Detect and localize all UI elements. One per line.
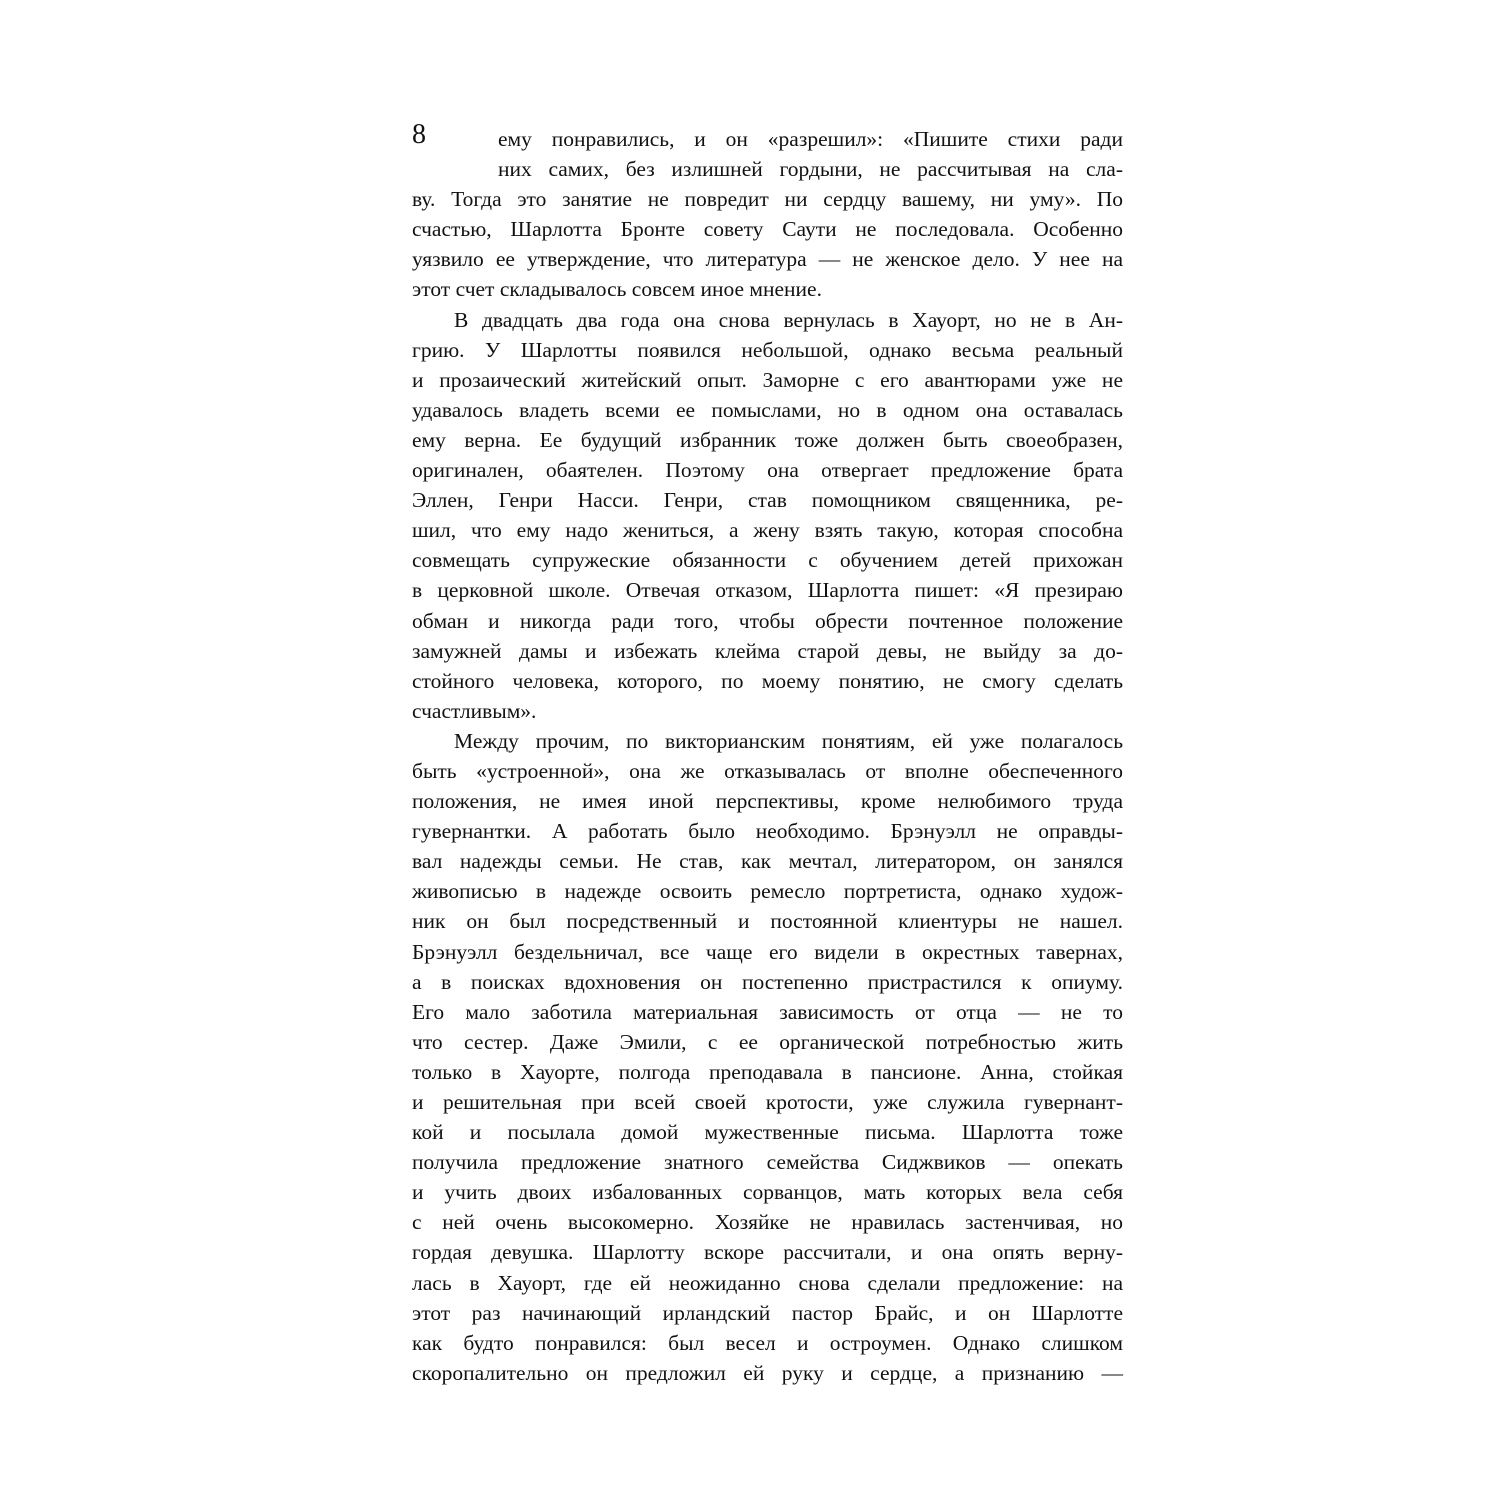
text-line: ему понравились, и он «разрешил»: «Пишите стихи ради	[498, 127, 1123, 151]
text-line: счастью, Шарлотта Бронте совету Саути не последовала. Особенно	[412, 217, 1123, 242]
text-line: в церковной школе. Отвечая отказом, Шарлотта пишет: «Я презираю	[412, 578, 1123, 603]
text-line: грию. У Шарлотты появился небольшой, однако весьма реальный	[412, 337, 1123, 362]
text-line: ему верна. Ее будущий избранник тоже должен быть своеобразен,	[412, 427, 1123, 452]
text-line: и прозаический житейский опыт. Заморне с его авантюрами уже не	[412, 367, 1123, 392]
text-line: В двадцать два года она снова вернулась в Хауорт, но не в Ан-	[454, 307, 1123, 332]
text-line: и учить двоих избалованных сорванцов, мать которых вела себя	[412, 1180, 1123, 1205]
text-line: стойного человека, которого, по моему понятию, не смогу сделать	[412, 668, 1123, 693]
text-line: обман и никогда ради того, чтобы обрести почтенное положение	[412, 608, 1123, 633]
paragraph	[412, 305, 1123, 726]
text-line: вал надежды семьи. Не став, как мечтал, литератором, он занялся	[412, 849, 1123, 874]
text-line: Брэнуэлл бездельничал, все чаще его видели в окрестных тавернах,	[412, 939, 1123, 964]
text-line: скоропалительно он предложил ей руку и сердце, а признанию —	[412, 1360, 1123, 1385]
body-text	[412, 124, 1123, 1388]
text-line: как будто понравился: был весел и остроумен. Однако слишком	[412, 1330, 1123, 1355]
text-line: положения, не имея иной перспективы, кроме нелюбимого труда	[412, 789, 1123, 814]
text-line: совмещать супружеские обязанности с обучением детей прихожан	[412, 548, 1123, 573]
text-line: только в Хауорте, полгода преподавала в пансионе. Анна, стойкая	[412, 1059, 1123, 1084]
text-line: счастливым».	[412, 698, 537, 723]
text-line: лась в Хауорт, где ей неожиданно снова сделали предложение: на	[412, 1270, 1123, 1295]
text-line: ву. Тогда это занятие не повредит ни сердцу вашему, ни уму». По	[412, 187, 1123, 212]
text-line: ник он был посредственный и постоянной клиентуры не нашел.	[412, 909, 1123, 934]
text-line: получила предложение знатного семейства Сиджвиков — опекать	[412, 1150, 1123, 1175]
text-line: них самих, без излишней гордыни, не рассчитывая на сла-	[498, 157, 1123, 182]
text-line: кой и посылала домой мужественные письма. Шарлотта тоже	[412, 1120, 1123, 1145]
paragraph	[412, 726, 1123, 1388]
text-line: а в поисках вдохновения он постепенно пристрастился к опиуму.	[412, 969, 1123, 994]
text-line: этот раз начинающий ирландский пастор Брайс, и он Шарлотте	[412, 1300, 1123, 1325]
text-line: уязвило ее утверждение, что литература — не женское дело. У нее на	[412, 247, 1123, 272]
text-line: с ней очень высокомерно. Хозяйке не нравилась застенчивая, но	[412, 1210, 1123, 1235]
text-line: оригинален, обаятелен. Поэтому она отвергает предложение брата	[412, 458, 1123, 483]
text-line: быть «устроенной», она же отказывалась от вполне обеспеченного	[412, 758, 1123, 783]
paragraph	[412, 124, 1123, 305]
text-line: живописью в надежде освоить ремесло портретиста, однако худож-	[412, 879, 1123, 904]
text-line: и решительная при всей своей кротости, уже служила гувернант-	[412, 1090, 1123, 1114]
page-number: 8	[412, 119, 426, 150]
text-line: этот счет складывалось совсем иное мнение.	[412, 277, 822, 302]
text-line: гувернантки. А работать было необходимо. Брэнуэлл не оправды-	[412, 819, 1123, 844]
text-line: удавалось владеть всеми ее помыслами, но в одном она оставалась	[412, 397, 1123, 422]
text-line: что сестер. Даже Эмили, с ее органической потребностью жить	[412, 1029, 1123, 1054]
text-line: шил, что ему надо жениться, а жену взять такую, которая способна	[412, 518, 1123, 543]
text-line: гордая девушка. Шарлотту вскоре рассчитали, и она опять верну-	[412, 1240, 1123, 1265]
text-line: Между прочим, по викторианским понятиям, ей уже полагалось	[454, 728, 1123, 753]
text-line: замужней дамы и избежать клейма старой девы, не выйду за до-	[412, 638, 1123, 663]
text-line: Его мало заботила материальная зависимость от отца — не то	[412, 999, 1123, 1024]
text-line: Эллен, Генри Насси. Генри, став помощником священника, ре-	[412, 488, 1123, 513]
